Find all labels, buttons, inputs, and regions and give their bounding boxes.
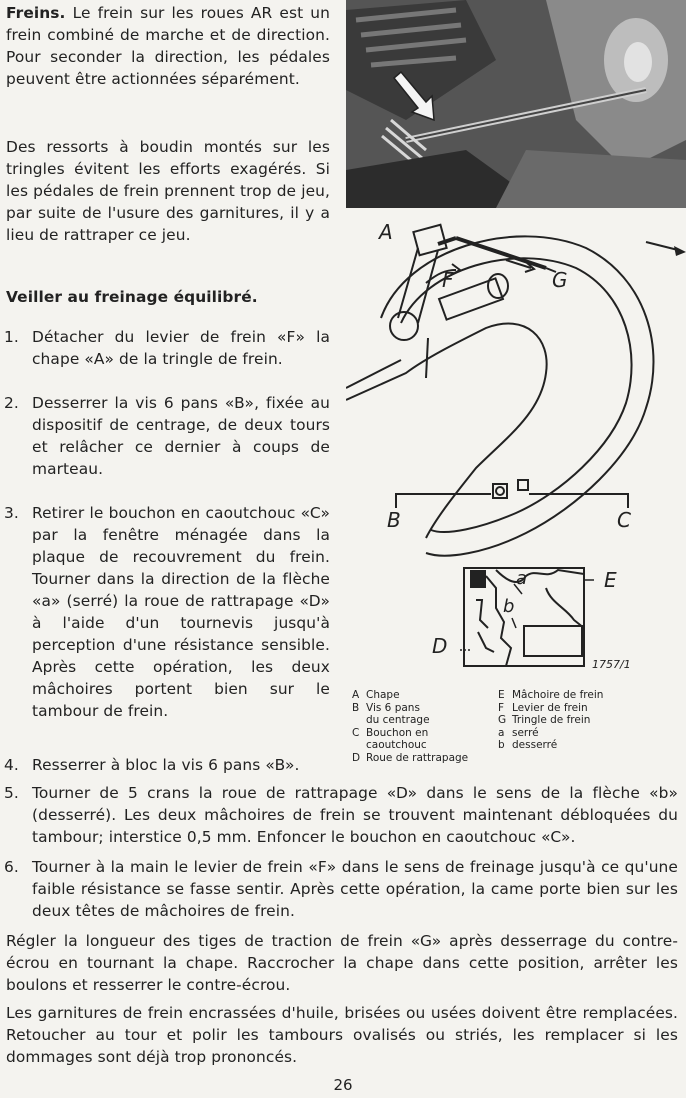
legend-text: Chape <box>366 689 400 701</box>
legend-row <box>352 689 468 702</box>
legend-text: Mâchoire de frein <box>512 689 604 701</box>
rod-adjustment-paragraph: Régler la longueur des tiges de traction de frein «G» après desserrage du contre-écrou en tournant la chape. Raccrocher la chape dans cette position, arrêter les boulons et resserrer le contre-écrou. <box>6 932 678 994</box>
legend-text: Roue de rattrapage <box>366 751 469 764</box>
legend-row <box>352 727 468 740</box>
step-text: Retirer le bouchon en caoutchouc «C» par la fenêtre ménagée dans la plaque de recouvrement du frein. Tourner dans la direction de la flèche «a» (serré) la roue de rattrapage «D» à l'aide d'un tournevis jusqu'à perception d'une résistance sensible. Après cette opération, les deux mâchoires portent bien sur le tambour de frein. <box>32 504 330 720</box>
legend-text: Levier de frein <box>512 701 588 714</box>
brake-photo <box>346 0 686 208</box>
figure-label-c: C <box>617 508 631 532</box>
legend-key: E <box>498 689 505 701</box>
step-number: 1. <box>4 328 19 346</box>
step-text: Tourner à la main le levier de frein «F» dans le sens de freinage jusqu'à ce qu'une faible résistance se fasse sentir. Après cette opération, la came porte bien sur les deux têtes de mâchoires de frein. <box>32 858 678 920</box>
legend-row <box>352 752 468 765</box>
figure-label-g: G <box>552 268 568 292</box>
step-number: 6. <box>4 858 19 876</box>
figure-label-a: A <box>379 220 393 244</box>
legend-row <box>352 702 468 715</box>
intro-bold-label: Freins. <box>6 4 66 22</box>
figure-ref-number: 1757/1 <box>592 658 631 671</box>
legend-text: caoutchouc <box>366 739 427 751</box>
legend-key: B <box>352 701 360 714</box>
linings-paragraph: Les garnitures de frein encrassées d'huile, brisées ou usées doivent être remplacées. Retoucher au tour et polir les tambours ovalisés ou striés, les remplacer si les dommages sont déjà trop prononcés. <box>6 1004 678 1066</box>
figure-label-e: E <box>604 568 617 592</box>
legend-text: Bouchon en <box>366 726 429 739</box>
brake-photo-image <box>346 0 686 208</box>
legend-row <box>352 739 468 752</box>
legend-text: du centrage <box>366 714 430 726</box>
legend-key: D <box>352 751 361 764</box>
legend-row <box>498 739 603 752</box>
legend-row <box>498 714 603 727</box>
step-number: 5. <box>4 784 19 802</box>
figure-label-d: D <box>432 634 448 658</box>
legend-key: b <box>498 739 505 751</box>
step-number: 4. <box>4 756 19 774</box>
brake-diagram <box>346 208 686 678</box>
intro-text: Le frein sur les roues AR est un frein combiné de marche et de direction. Pour seconder la direction, les pédales peuvent être actionnées séparément. <box>6 4 330 88</box>
legend-row <box>498 689 603 702</box>
legend-row <box>498 702 603 715</box>
legend-text: Vis 6 pans <box>366 701 420 714</box>
legend-key: C <box>352 726 360 739</box>
step-number: 2. <box>4 394 19 412</box>
step-text: Resserrer à bloc la vis 6 pans «B». <box>32 756 300 774</box>
step-text: Détacher du levier de frein «F» la chape «A» de la tringle de frein. <box>32 328 330 368</box>
legend-row <box>352 714 468 727</box>
legend-text: serré <box>512 726 539 739</box>
legend-key: G <box>498 714 507 726</box>
figure-label-b: B <box>387 508 401 532</box>
page-number: 26 <box>333 1076 353 1094</box>
step-text: Tourner de 5 crans la roue de rattrapage «D» dans le sens de la flèche «b» (desserré). Les deux mâchoires de frein se trouvent maintenant débloquées du tambour; interstice 0,5 mm. Enfoncer le bouchon en caoutchouc «C». <box>32 784 678 846</box>
legend-text: Tringle de frein <box>512 714 591 726</box>
legend-text: desserré <box>512 739 558 751</box>
figure-label-small-b: b <box>503 596 515 617</box>
figure-label-small-a: a <box>516 568 528 589</box>
figure-label-f: F <box>442 268 454 292</box>
legend-left <box>352 689 468 764</box>
springs-paragraph: Des ressorts à boudin montés sur les tringles évitent les efforts exagérés. Si les pédales de frein prennent trop de jeu, par suite de l'usure des garnitures, il y a lieu de rattraper ce jeu. <box>6 138 330 244</box>
legend-right <box>498 689 603 752</box>
legend-key: F <box>498 701 505 714</box>
section-heading: Veiller au freinage équilibré. <box>6 288 258 306</box>
legend-row <box>498 727 603 740</box>
brake-diagram-drawing <box>346 208 686 678</box>
intro-paragraph <box>6 2 330 90</box>
legend-key: a <box>498 726 505 739</box>
step-text: Desserrer la vis 6 pans «B», fixée au dispositif de centrage, de deux tours et relâcher ce dernier à coups de marteau. <box>32 394 330 478</box>
legend-key: A <box>352 689 360 701</box>
step-number: 3. <box>4 504 19 522</box>
